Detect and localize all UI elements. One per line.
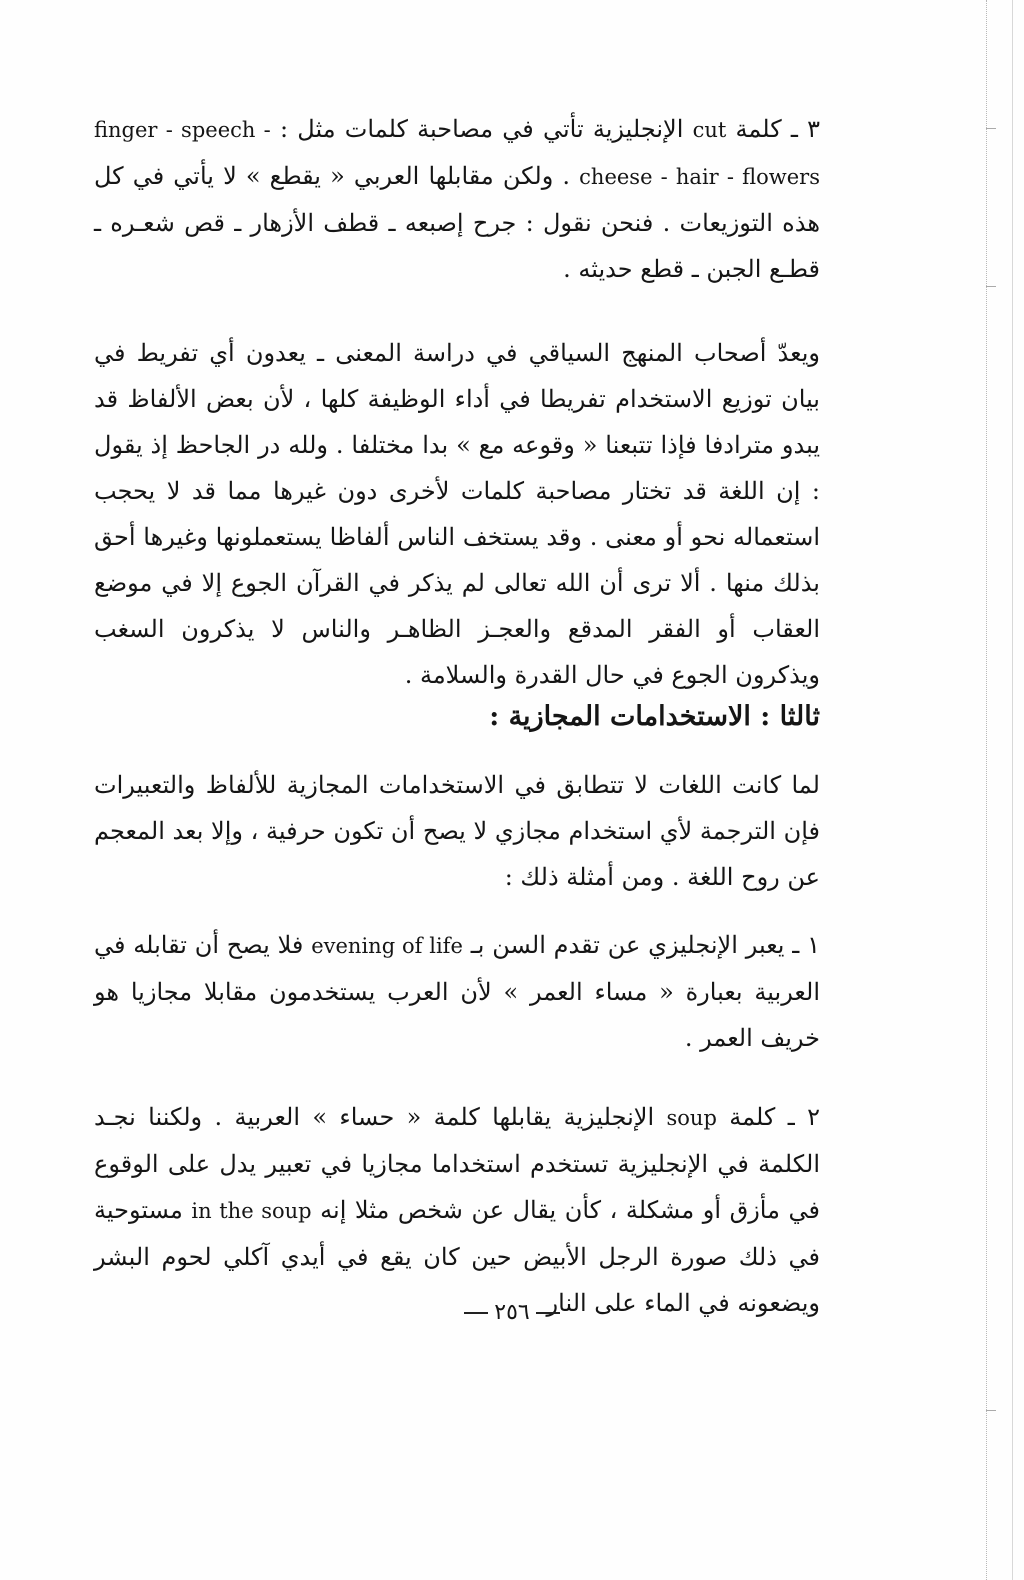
paragraph-contextual-approach xyxy=(94,330,820,698)
english-term: cheese - hair - flowers xyxy=(579,165,820,189)
edge-tick-mark xyxy=(986,128,996,129)
paragraph-text: ويعدّ أصحاب المنهج السياقي في دراسة المعنى ـ يعدون أي تفريط في بيان توزيع الاستخدام تفريطا في أداء الوظيفة كلها ، لأن بعض الألفاظ قد يبدو مترادفا فإذا تتبعنا « وقوعه مع » بدا مختلفا . ولله در الجاحظ إذ يقول : إن اللغة قد تختار مصاحبة كلمات لأخرى دون غيرها مما قد لا يحجب استعماله نحو أو معنى . وقد يستخف الناس ألفاظا يستعملونها وغيرها أحق بذلك منها . ألا ترى أن الله تعالى لم يذكر في القرآن الجوع إلا في موضع العقاب أو الفقر المدقع والعجـز الظاهـر والناس لا يذكرون السغب ويذكرون الجوع في حال القدرة والسلامة . xyxy=(94,339,820,689)
paragraph-evening-of-life xyxy=(94,922,820,1061)
paragraph-text: الإنجليزية تأتي في مصاحبة كلمات مثل : xyxy=(270,115,693,143)
english-term: evening of life xyxy=(311,934,463,958)
page-edge-line-outer xyxy=(1012,0,1013,1580)
paragraph-text: مستوحية في ذلك صورة الرجل الأبيض حين كان يقع في أيدي آكلي لحوم البشر ويضعونه في الماء على النار xyxy=(94,1196,820,1317)
page-number-dash xyxy=(464,1312,488,1314)
paragraph-soup-example xyxy=(94,1094,820,1326)
paragraph-text: لما كانت اللغات لا تتطابق في الاستخدامات المجازية للألفاظ والتعبيرات فإن الترجمة لأي استخدام مجازي لا يصح أن تكون حرفية ، وإلا بعد المعجم عن روح اللغة . ومن أمثلة ذلك : xyxy=(94,771,820,891)
english-term: finger - speech - xyxy=(94,118,271,142)
paragraph-cut-example xyxy=(94,106,820,292)
page-number-dash xyxy=(536,1312,560,1314)
paragraph-figurative-intro xyxy=(94,762,820,900)
paragraph-text: الإنجليزية يقابلها كلمة « حساء » العربية . ولكننا نجـد الكلمة في الإنجليزية تستخدم استخداما مجازيا في تعبير يدل على الوقوع في مأزق أو مشكلة ، كأن يقال عن شخص مثلا إنه xyxy=(94,1103,820,1224)
paragraph-text: فلا يصح أن تقابله في العربية بعبارة « مساء العمر » لأن العرب يستخدمون مقابلا مجازيا هو خريف العمر . xyxy=(94,931,820,1052)
english-term: soup xyxy=(666,1106,717,1130)
paragraph-text: ١ ـ يعبر الإنجليزي عن تقدم السن بـ xyxy=(462,931,820,959)
page-number xyxy=(0,1300,1024,1325)
paragraph-text: ٣ ـ كلمة xyxy=(726,115,821,143)
section-heading: ثالثا : الاستخدامات المجازية : xyxy=(489,701,820,732)
english-term: in the soup xyxy=(191,1199,312,1223)
paragraph-text: ٢ ـ كلمة xyxy=(716,1103,820,1131)
english-term: cut xyxy=(692,118,727,142)
paragraph-text: . ولكن مقابلها العربي « يقطع » لا يأتي في كل هذه التوزيعات . فنحن نقول : جرح إصبعه ـ قطف الأزهار ـ قص شعـره ـ قطـع الجبن ـ قطع حديثه . xyxy=(94,162,820,283)
edge-tick-mark xyxy=(986,286,996,287)
page-edge-line xyxy=(986,0,987,1580)
page-number-value: ٢٥٦ xyxy=(494,1300,530,1325)
edge-tick-mark xyxy=(986,1410,996,1411)
